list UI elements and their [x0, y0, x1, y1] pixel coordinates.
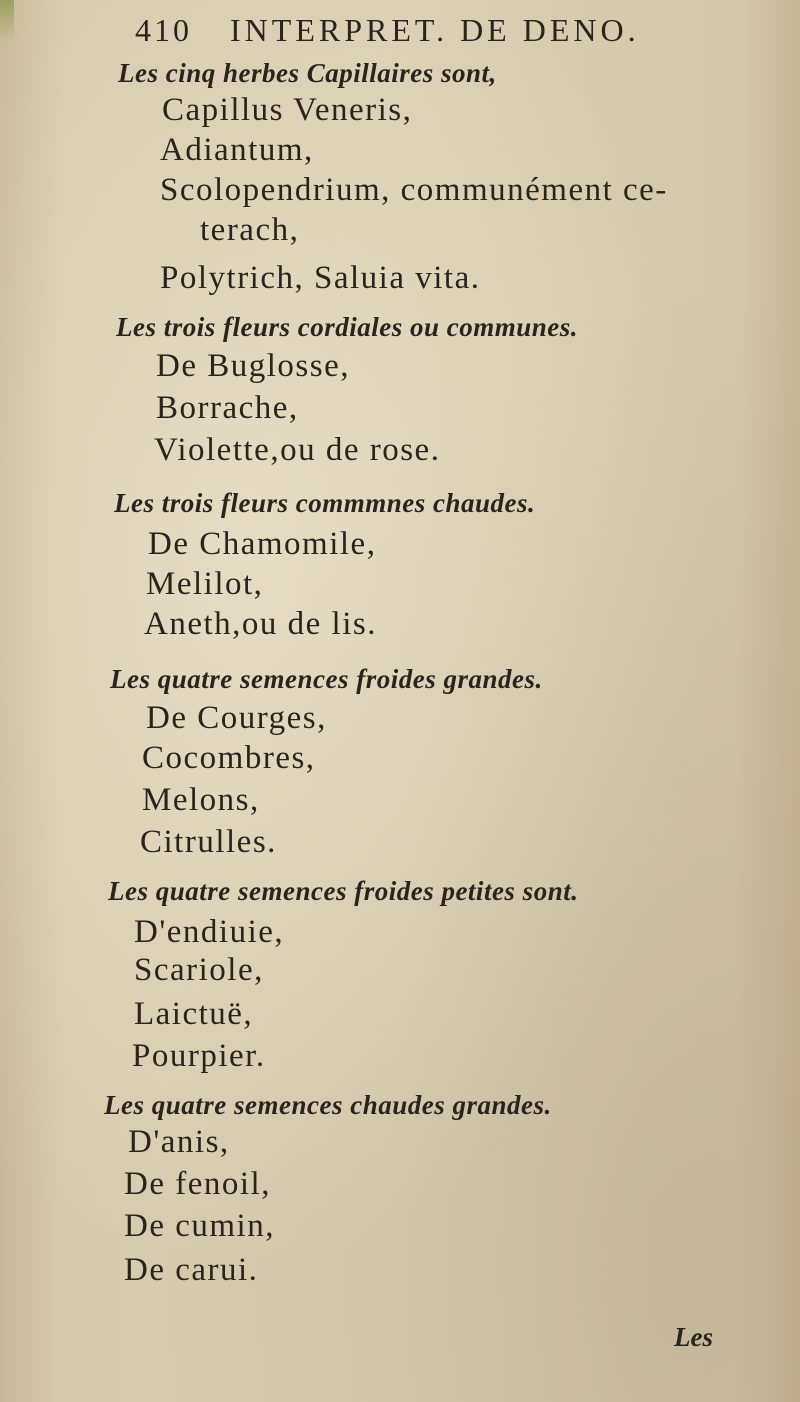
- catchword: Les: [674, 1322, 713, 1352]
- section-heading-capillaires: Les cinq herbes Capillaires sont,: [118, 58, 497, 88]
- list-item: Scariole,: [134, 952, 264, 988]
- list-item: De Buglosse,: [156, 348, 350, 384]
- list-item: Violette,ou de rose.: [154, 432, 441, 468]
- list-item: Adiantum,: [160, 132, 314, 168]
- page-number: 410: [135, 11, 192, 48]
- list-item: Aneth,ou de lis.: [144, 606, 377, 642]
- section-heading-semences-chaudes-grandes: Les quatre semences chaudes grandes.: [104, 1090, 552, 1120]
- list-item: Scolopendrium, communément ce-: [160, 172, 668, 208]
- section-heading-fleurs-chaudes: Les trois fleurs commmnes chaudes.: [114, 488, 536, 518]
- list-item: Capillus Veneris,: [162, 92, 413, 128]
- running-head: [135, 0, 640, 60]
- section-heading-fleurs-cordiales: Les trois fleurs cordiales ou communes.: [116, 312, 579, 342]
- list-item: terach,: [200, 212, 300, 248]
- list-item: De Chamomile,: [148, 526, 377, 562]
- list-item: Borrache,: [156, 390, 299, 426]
- list-item: Laictuë,: [134, 996, 254, 1032]
- list-item: Citrulles.: [140, 824, 277, 860]
- list-item: De Courges,: [146, 700, 327, 736]
- list-item: D'anis,: [128, 1124, 230, 1160]
- list-item: De carui.: [124, 1252, 259, 1288]
- running-title: INTERPRET. DE DENO.: [230, 11, 640, 48]
- section-heading-semences-froides-grandes: Les quatre semences froides grandes.: [110, 664, 543, 694]
- list-item: Cocombres,: [142, 740, 316, 776]
- list-item: De fenoil,: [124, 1166, 271, 1202]
- list-item: D'endiuie,: [134, 914, 285, 950]
- list-item: Polytrich, Saluia vita.: [160, 260, 481, 296]
- page-edge-stain: [0, 0, 14, 40]
- list-item: De cumin,: [124, 1208, 275, 1244]
- list-item: Melilot,: [146, 566, 264, 602]
- list-item: Melons,: [142, 782, 260, 818]
- section-heading-semences-froides-petites: Les quatre semences froides petites sont.: [108, 876, 579, 906]
- list-item: Pourpier.: [132, 1038, 266, 1074]
